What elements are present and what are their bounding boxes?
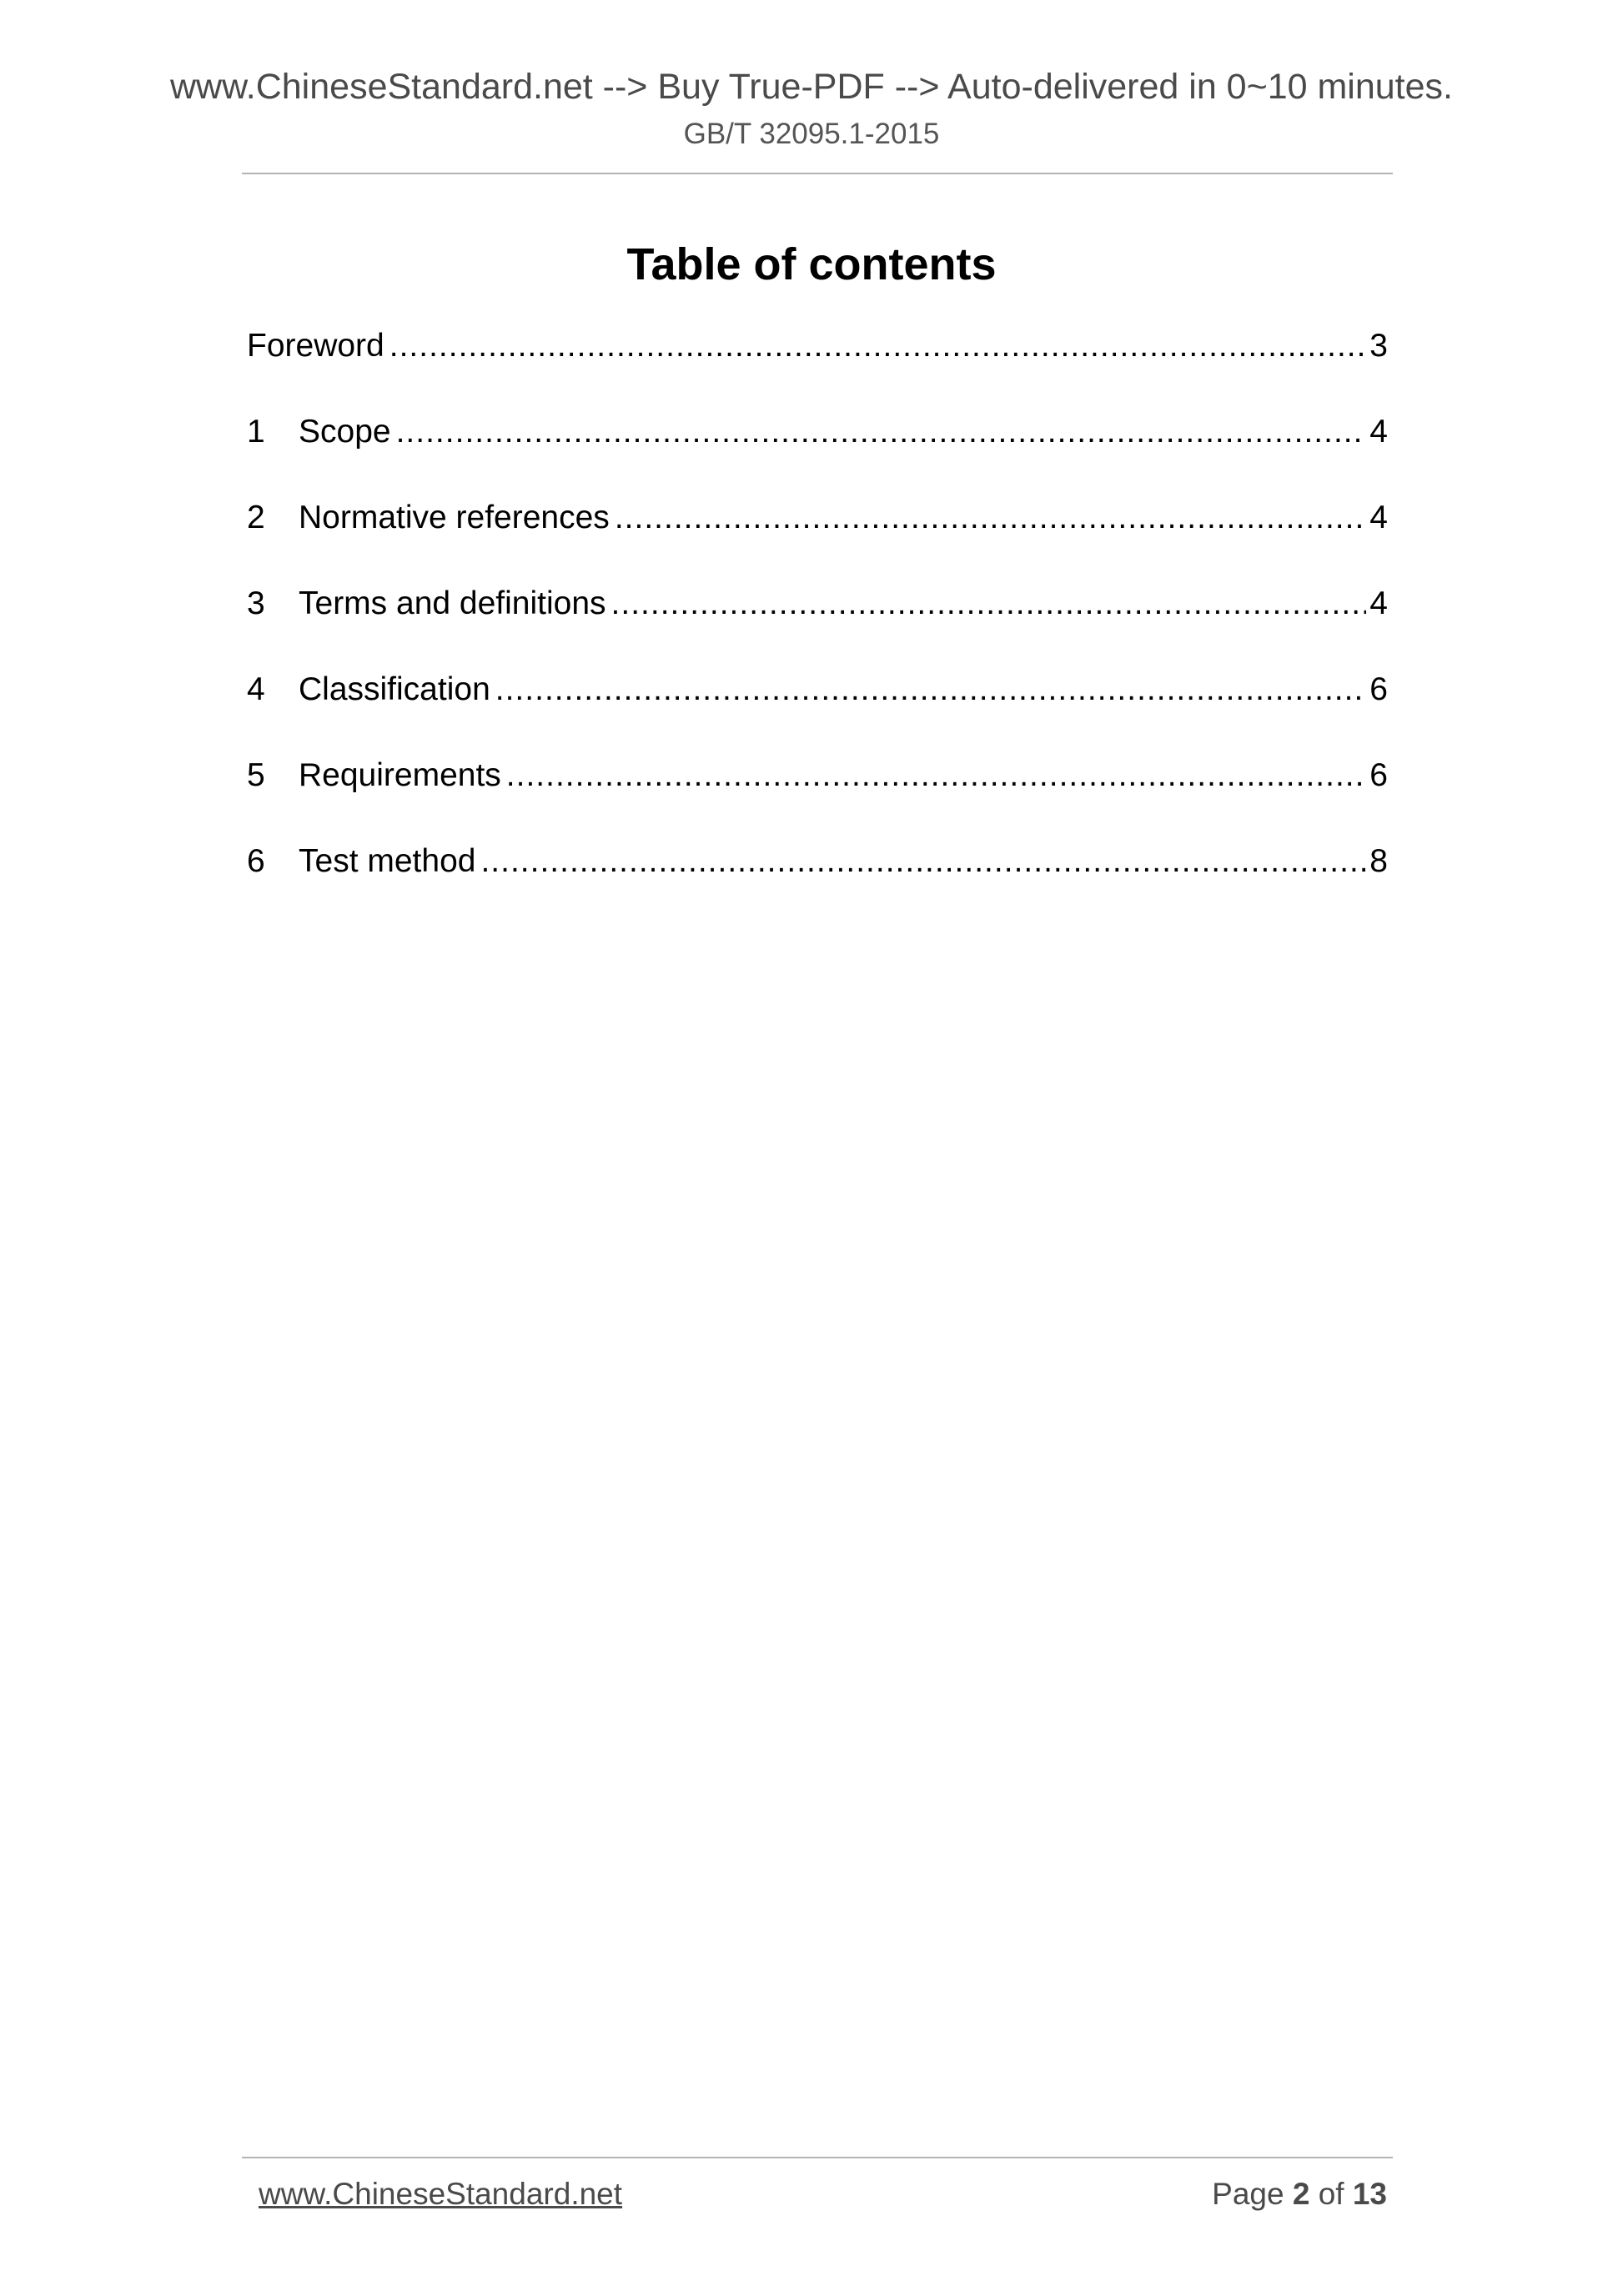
toc-entry-scope[interactable]: [247, 411, 1388, 497]
toc-entry-page: 4: [1369, 585, 1388, 621]
toc-entry-number: 4: [247, 671, 265, 707]
toc-entry-page: 6: [1369, 757, 1388, 793]
current-page-number: 2: [1292, 2177, 1310, 2211]
toc-entry-page: 3: [1369, 328, 1388, 364]
toc-entry-normative-references[interactable]: [247, 497, 1388, 583]
toc-dot-leader: [480, 841, 1366, 882]
toc-entry-label: Foreword: [247, 328, 384, 364]
page-indicator: [1212, 2174, 1387, 2214]
page-header: [0, 63, 1623, 153]
toc-entry-label: Requirements: [299, 757, 501, 793]
toc-dot-leader: [396, 411, 1367, 453]
toc-entry-foreword[interactable]: [247, 325, 1388, 411]
total-pages: 13: [1352, 2177, 1387, 2211]
toc-entry-number: 5: [247, 757, 265, 793]
toc-entry-label: Scope: [299, 414, 391, 450]
toc-entry-requirements[interactable]: [247, 755, 1388, 841]
table-of-contents: [247, 325, 1388, 927]
toc-entry-test-method[interactable]: [247, 841, 1388, 927]
page-of: of: [1318, 2177, 1344, 2211]
toc-entry-page: 4: [1369, 414, 1388, 450]
page-prefix: Page: [1212, 2177, 1284, 2211]
toc-dot-leader: [611, 583, 1367, 625]
standard-code: GB/T 32095.1-2015: [683, 118, 940, 150]
toc-title: Table of contents: [626, 239, 997, 289]
toc-dot-leader: [506, 755, 1367, 796]
toc-entry-label: Classification: [299, 671, 490, 707]
toc-dot-leader: [615, 497, 1366, 539]
toc-entry-label: Test method: [299, 843, 476, 879]
header-banner: www.ChineseStandard.net --> Buy True-PDF --> Auto-delivered in 0~10 minutes.: [169, 67, 1453, 107]
toc-entry-label: Normative references: [299, 500, 610, 535]
toc-entry-label: Terms and definitions: [299, 585, 606, 621]
toc-dot-leader: [495, 669, 1367, 711]
toc-entry-classification[interactable]: [247, 669, 1388, 755]
toc-dot-leader: [389, 325, 1367, 367]
footer-divider: [242, 2157, 1393, 2158]
footer-website-link[interactable]: www.ChineseStandard.net: [259, 2177, 623, 2211]
toc-entry-page: 6: [1369, 671, 1388, 707]
toc-entry-number: 3: [247, 585, 265, 621]
toc-entry-page: 4: [1369, 500, 1388, 535]
toc-entry-number: 1: [247, 414, 265, 450]
toc-entry-terms-and-definitions[interactable]: [247, 583, 1388, 669]
toc-entry-page: 8: [1369, 843, 1388, 879]
header-divider: [242, 173, 1393, 174]
toc-entry-number: 6: [247, 843, 265, 879]
toc-entry-number: 2: [247, 500, 265, 535]
